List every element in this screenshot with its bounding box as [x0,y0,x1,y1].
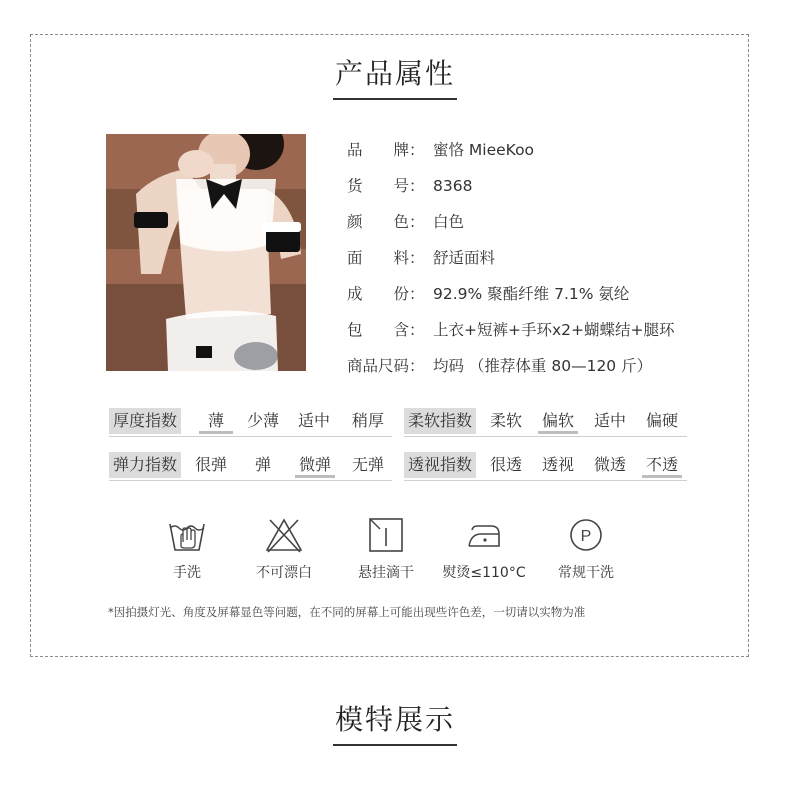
care-dry-clean [536,516,636,582]
index-option: 适中 [593,411,626,430]
attr-key: 包 含： [347,321,425,339]
attr-value: 上衣+短裤+手环x2+蝴蝶结+腿环 [433,321,675,339]
index-option-selected: 微弹 [295,452,335,478]
attr-row-size [347,354,652,378]
care-iron [434,516,534,582]
index-option: 很透 [489,455,522,474]
index-option: 无弹 [351,455,384,474]
attr-key: 成 份： [347,285,425,303]
attr-key: 品 牌： [347,141,425,159]
index-option: 少薄 [246,411,279,430]
care-label: 手洗 [173,565,201,581]
attr-key: 颜 色： [347,213,425,231]
care-no-bleach [234,516,334,582]
care-hand-wash [137,516,237,582]
index-option: 透视 [541,455,574,474]
attr-key: 货 号： [347,177,425,195]
index-option: 弹 [254,455,271,474]
attr-key: 面 料： [347,249,425,267]
index-divider [404,436,687,437]
dry-clean-icon [566,516,606,554]
index-divider [109,436,392,437]
attr-value: 蜜恪 MieeKoo [433,141,535,159]
svg-text:P: P [580,528,592,545]
attr-key: 商品尺码： [347,357,425,375]
index-divider [404,480,687,481]
care-label: 常规干洗 [558,565,614,581]
attr-row-item-number [347,174,472,198]
index-label: 弹力指数 [109,452,181,478]
title-underline [333,98,457,100]
attr-value: 白色 [433,213,465,231]
care-label: 不可漂白 [256,565,312,581]
elasticity-index [109,452,392,478]
attr-value: 8368 [433,177,473,195]
index-option: 柔软 [489,411,522,430]
index-label: 厚度指数 [109,408,181,434]
index-option-selected: 薄 [199,408,233,434]
color-disclaimer: *因拍摄灯光、角度及屏幕显色等问题，在不同的屏幕上可能出现些许色差，一切请以实物为准 [108,605,586,619]
no-bleach-icon [264,516,304,554]
care-drip-dry [336,516,436,582]
attr-row-composition [347,282,629,306]
thickness-index [109,408,392,434]
section-title-model: 模特展示 [334,703,455,736]
index-label: 透视指数 [404,452,476,478]
attr-value: 舒适面料 [433,249,496,267]
index-option: 很弹 [194,455,227,474]
title-underline [333,744,457,746]
index-option: 适中 [297,411,330,430]
product-photo-illustration [106,134,306,371]
softness-index [404,408,687,434]
index-option-selected: 不透 [642,452,682,478]
attr-value: 92.9% 聚酯纤维 7.1% 氨纶 [433,285,630,303]
attr-row-contents [347,318,675,342]
index-option: 稍厚 [351,411,384,430]
index-option: 微透 [593,455,626,474]
index-label: 柔软指数 [404,408,476,434]
care-label: 悬挂滴干 [358,565,414,581]
section-title-attributes: 产品属性 [334,57,455,90]
transparency-index [404,452,687,478]
care-label: 熨烫≤110°C [442,565,526,581]
index-divider [109,480,392,481]
drip-dry-icon [366,516,406,554]
attr-row-fabric [347,246,495,270]
iron-icon [463,516,505,554]
index-option: 偏硬 [645,411,678,430]
index-option-selected: 偏软 [538,408,578,434]
hand-wash-icon [167,516,207,554]
attr-row-color [347,210,464,234]
attr-row-brand [347,138,534,162]
attr-value: 均码 （推荐体重 80—120 斤） [433,357,653,375]
product-photo [106,134,306,371]
